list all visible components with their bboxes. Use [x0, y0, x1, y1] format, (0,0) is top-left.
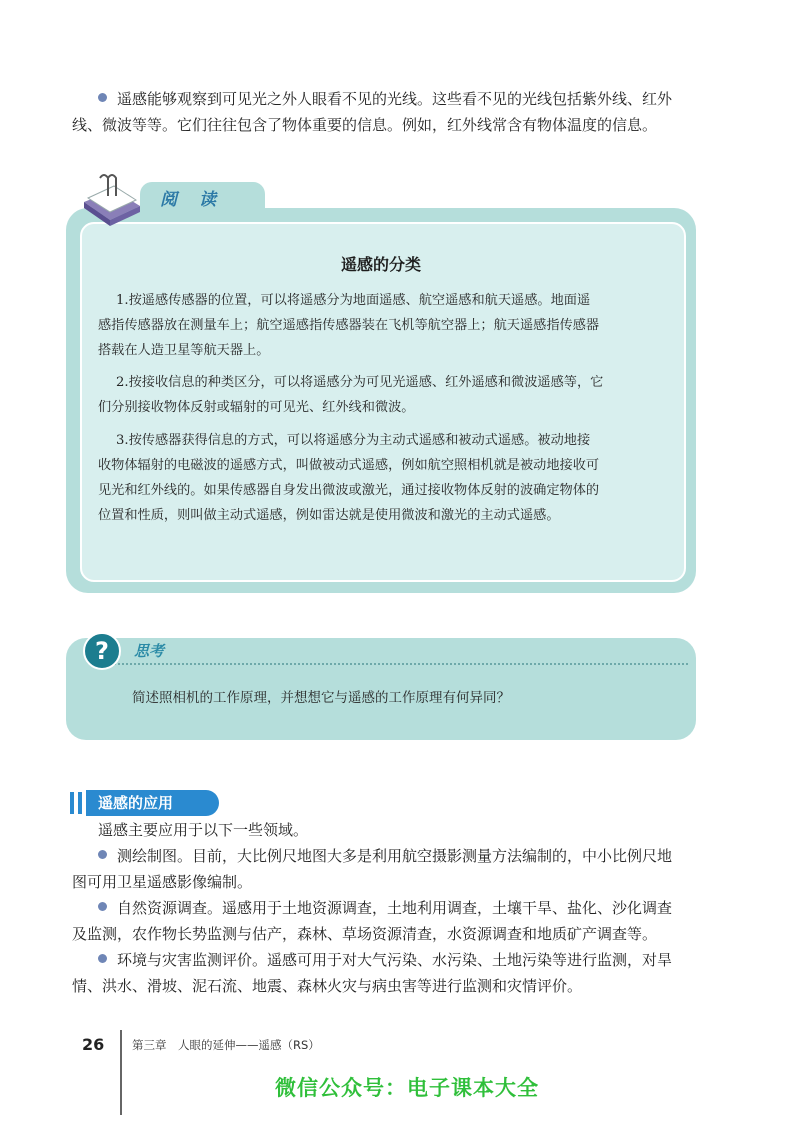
book-icon	[80, 172, 144, 228]
reading-line: 感指传感器放在测量车上；航空遥感指传感器装在飞机等航空器上；航天遥感指传感器	[98, 318, 600, 333]
think-question: 简述照相机的工作原理，并想想它与遥感的工作原理有何异同？	[132, 690, 510, 706]
think-label: 思考	[134, 642, 165, 660]
section-title: 遥感的应用	[86, 790, 219, 816]
reading-line: 收物体辐射的电磁波的遥感方式，叫做被动式遥感，例如航空照相机就是被动地接收可	[98, 458, 600, 473]
think-divider	[110, 663, 688, 665]
reading-line: 搭载在人造卫星等航天器上。	[98, 343, 270, 358]
reading-line: 见光和红外线的。如果传感器自身发出微波或激光，通过接收物体反射的波确定物体的	[98, 483, 600, 498]
page-number: 26	[82, 1035, 105, 1054]
reading-line: 们分别接收物体反射或辐射的可见光、红外线和微波。	[98, 400, 415, 415]
reading-line: 3.按传感器获得信息的方式，可以将遥感分为主动式遥感和被动式遥感。被动地接	[116, 433, 591, 448]
bullet-icon	[98, 850, 107, 859]
reading-line: 位置和性质，则叫做主动式遥感，例如雷达就是使用微波和激光的主动式遥感。	[98, 508, 560, 523]
section-intro: 遥感主要应用于以下一些领域。	[98, 821, 309, 839]
footer-divider	[120, 1030, 122, 1115]
question-icon	[82, 631, 122, 671]
list-item: 测绘制图。目前，大比例尺地图大多是利用航空摄影测量方法编制的，中小比例尺地	[98, 843, 698, 869]
reading-line: 1.按遥感传感器的位置，可以将遥感分为地面遥感、航空遥感和航天遥感。地面遥	[116, 293, 591, 308]
list-item-continued: 情、洪水、滑坡、泥石流、地震、森林火灾与病虫害等进行监测和灾情评价。	[72, 977, 583, 995]
intro-line-2: 线、微波等等。它们往往包含了物体重要的信息。例如，红外线常含有物体温度的信息。	[72, 116, 658, 134]
intro-line-1: 遥感能够观察到可见光之外人眼看不见的光线。这些看不见的光线包括紫外线、红外	[98, 86, 698, 112]
list-item-continued: 及监测，农作物长势监测与估产，森林、草场资源清查，水资源调查和地质矿产调查等。	[72, 925, 658, 943]
list-item: 自然资源调查。遥感用于土地资源调查，土地利用调查，土壤干旱、盐化、沙化调查	[98, 895, 698, 921]
list-item-continued: 图可用卫星遥感影像编制。	[72, 873, 253, 891]
bullet-icon	[98, 954, 107, 963]
list-item: 环境与灾害监测评价。遥感可用于对大气污染、水污染、土地污染等进行监测，对旱	[98, 947, 698, 973]
chapter-title: 第三章 人眼的延伸——遥感（RS）	[132, 1038, 320, 1052]
bullet-icon	[98, 93, 107, 102]
reading-title: 遥感的分类	[340, 255, 421, 274]
watermark: 微信公众号：电子课本大全	[275, 1076, 539, 1100]
svg-text:?: ?	[95, 637, 109, 665]
reading-label: 阅读	[160, 190, 238, 210]
reading-line: 2.按接收信息的种类区分，可以将遥感分为可见光遥感、红外遥感和微波遥感等，它	[116, 375, 604, 390]
bullet-icon	[98, 902, 107, 911]
